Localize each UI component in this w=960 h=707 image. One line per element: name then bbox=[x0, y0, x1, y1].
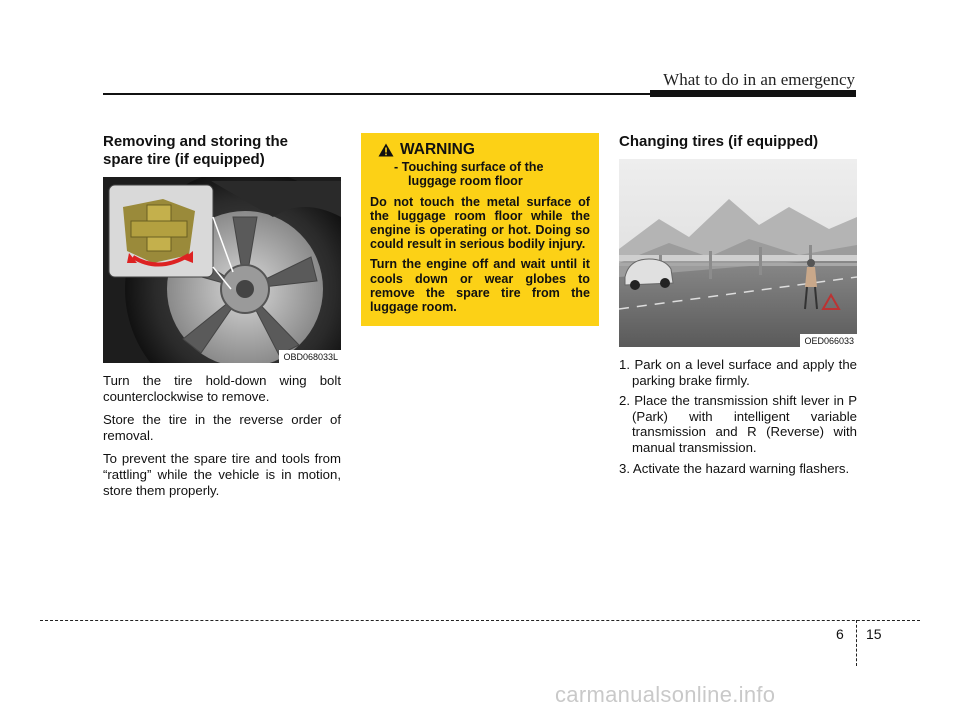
spare-tire-illustration bbox=[103, 177, 341, 363]
warning-heading-text: WARNING bbox=[400, 141, 475, 158]
warning-subtitle-line2: luggage room floor bbox=[408, 174, 523, 189]
left-column bbox=[103, 133, 341, 498]
section-title-line1: Removing and storing the bbox=[103, 133, 289, 150]
watermark: carmanualsonline.info bbox=[555, 682, 776, 707]
footer-dashed-rule bbox=[40, 620, 920, 621]
warning-paragraph: Do not touch the metal surface of the luggage room floor while the engine is operating or hot. Doing so could result in serious bodily injury. bbox=[370, 194, 590, 252]
roadside-illustration bbox=[619, 159, 857, 347]
warning-paragraph: Turn the engine off and wait until it cools down or wear globes to remove the spare tire from the luggage room. bbox=[370, 257, 590, 315]
header-tab-bar bbox=[650, 90, 856, 97]
steps-list bbox=[619, 357, 857, 476]
middle-column bbox=[361, 133, 599, 326]
warning-heading bbox=[378, 143, 590, 157]
footer-dashed-divider bbox=[856, 620, 857, 666]
list-item: 2. Place the transmission shift lever in P (Park) with intelligent variable transmission and R (Reverse) with manual transmission. bbox=[619, 393, 857, 455]
paragraph: Turn the tire hold-down wing bolt counterclockwise to remove. bbox=[103, 373, 341, 404]
page-number: 15 bbox=[866, 626, 882, 642]
warning-subtitle-line1: - Touching surface of the bbox=[394, 160, 544, 175]
figure-code: OBD068033L bbox=[279, 350, 341, 363]
section-title-spare-tire bbox=[103, 133, 341, 169]
list-item: 1. Park on a level surface and apply the parking brake firmly. bbox=[619, 357, 857, 388]
list-item: 3. Activate the hazard warning flashers. bbox=[619, 460, 850, 476]
warning-triangle-icon bbox=[378, 143, 394, 157]
paragraph: To prevent the spare tire and tools from “rattling” while the vehicle is in motion, store them properly. bbox=[103, 451, 341, 498]
paragraph: Store the tire in the reverse order of removal. bbox=[103, 412, 341, 443]
right-column bbox=[619, 133, 857, 481]
warning-box bbox=[361, 133, 599, 326]
chapter-header-title: What to do in an emergency bbox=[663, 70, 855, 89]
figure-code: OED066033 bbox=[800, 334, 857, 347]
section-title-line2: spare tire (if equipped) bbox=[103, 151, 265, 168]
section-title-changing-tires: Changing tires (if equipped) bbox=[619, 133, 819, 150]
chapter-number: 6 bbox=[836, 626, 844, 642]
